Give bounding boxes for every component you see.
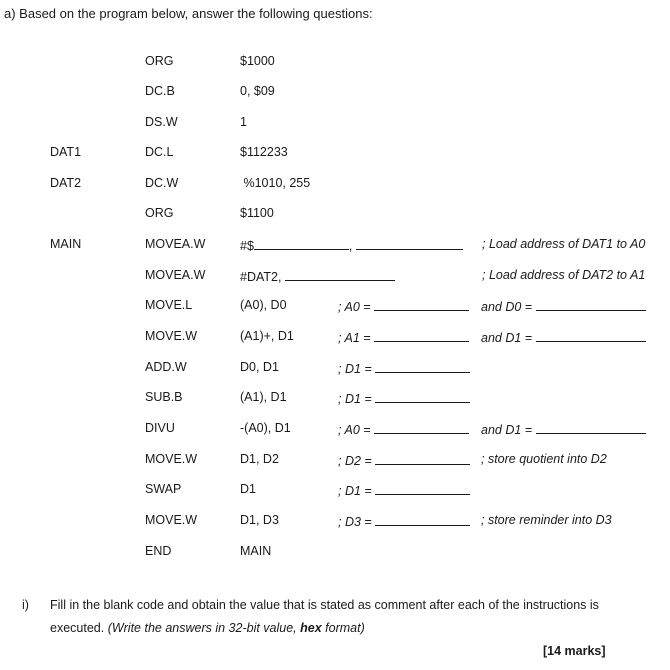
instruction-note: (Write the answers in 32-bit value, [107,621,301,635]
opcode: ADD.W [145,360,187,374]
opcode: MOVE.W [145,513,198,527]
answer-comment [338,390,470,406]
program-line [0,176,670,196]
program-line [0,84,670,104]
operand: -(A0), D1 [240,421,291,435]
operand: D0, D1 [240,360,279,374]
operand: $112233 [240,145,288,159]
instruction-note-bold: hex [300,621,322,635]
opcode: SWAP [145,482,182,496]
comment-text: ; A0 = [338,300,371,314]
operand-with-blank [240,268,395,284]
operand: 0, $09 [240,84,275,98]
answer-comment [338,329,469,345]
line-label: DAT1 [50,145,82,159]
program-line [0,390,670,410]
program-line [0,544,670,564]
operand: MAIN [240,544,272,558]
opcode: MOVEA.W [145,268,206,282]
opcode: SUB.B [145,390,183,404]
operand: 1 [240,115,247,129]
answer-blank[interactable] [285,268,395,281]
operand: (A1)+, D1 [240,329,294,343]
answer-comment [481,329,646,345]
program-line [0,421,670,441]
program-line [0,452,670,472]
answer-blank[interactable] [254,237,349,250]
opcode: MOVE.L [145,298,193,312]
answer-blank[interactable] [536,329,646,342]
answer-blank[interactable] [356,237,463,250]
opcode: ORG [145,206,174,220]
program-line [0,329,670,349]
program-line [0,237,670,257]
program-line [0,298,670,318]
comment-text: and D1 = [481,331,533,345]
comment-text: ; D1 = [338,392,372,406]
opcode: DC.B [145,84,175,98]
opcode: DS.W [145,115,178,129]
answer-comment [338,452,470,468]
comment-text: ; A1 = [338,331,371,345]
program-line [0,54,670,74]
line-comment: ; store quotient into D2 [481,452,607,466]
answer-blank[interactable] [375,360,470,373]
line-label: DAT2 [50,176,82,190]
operand: $1000 [240,54,275,68]
comment-text: and D0 = [481,300,533,314]
sub-question-number: i) [22,598,29,612]
answer-blank[interactable] [375,390,470,403]
program-line [0,482,670,502]
question-heading: a) Based on the program below, answer the following questions: [4,6,373,21]
program-line [0,360,670,380]
comment-text: and D1 = [481,423,533,437]
operand: D1, D3 [240,513,279,527]
instruction-note-end: format) [321,621,365,635]
operand: $1100 [240,206,274,220]
opcode: DC.W [145,176,179,190]
answer-blank[interactable] [374,421,469,434]
comment-text: ; D1 = [338,484,372,498]
operand: (A1), D1 [240,390,287,404]
line-comment: ; store reminder into D3 [481,513,612,527]
answer-comment [481,298,646,314]
opcode: DIVU [145,421,175,435]
program-line [0,145,670,165]
opcode: MOVE.W [145,329,198,343]
operand: #DAT2, [240,270,282,284]
answer-blank[interactable] [375,513,470,526]
operand: D1, D2 [240,452,279,466]
line-label: MAIN [50,237,82,251]
opcode: MOVE.W [145,452,198,466]
opcode: END [145,544,172,558]
program-line [0,268,670,288]
operand-with-blanks: #$ , [240,237,463,253]
sub-question-line1: Fill in the blank code and obtain the value that is stated as comment after each of the instructions is [50,598,599,612]
answer-comment [338,360,470,376]
operand: D1 [240,482,256,496]
comment-text: ; D2 = [338,454,372,468]
opcode: DC.L [145,145,174,159]
answer-comment [338,482,470,498]
answer-comment [338,298,469,314]
program-line [0,206,670,226]
answer-comment [481,421,646,437]
answer-blank[interactable] [375,452,470,465]
sub-question [22,598,29,612]
marks-label: [14 marks] [543,644,606,658]
line-comment: ; Load address of DAT2 to A1 [482,268,646,282]
line-comment: ; Load address of DAT1 to A0 [482,237,646,251]
answer-blank[interactable] [536,421,646,434]
comment-text: ; D1 = [338,362,372,376]
answer-blank[interactable] [375,482,470,495]
operand: #$ [240,239,254,253]
answer-comment [338,421,469,437]
sub-question-line2 [50,621,365,635]
answer-blank[interactable] [374,329,469,342]
operand: %1010, 255 [240,176,311,190]
program-line [0,115,670,135]
answer-blank[interactable] [374,298,469,311]
opcode: MOVEA.W [145,237,206,251]
operand: (A0), D0 [240,298,287,312]
comment-text: ; D3 = [338,515,372,529]
answer-comment [338,513,470,529]
instruction-text: executed. [50,621,108,635]
opcode: ORG [145,54,174,68]
answer-blank[interactable] [536,298,646,311]
program-line [0,513,670,533]
comment-text: ; A0 = [338,423,371,437]
